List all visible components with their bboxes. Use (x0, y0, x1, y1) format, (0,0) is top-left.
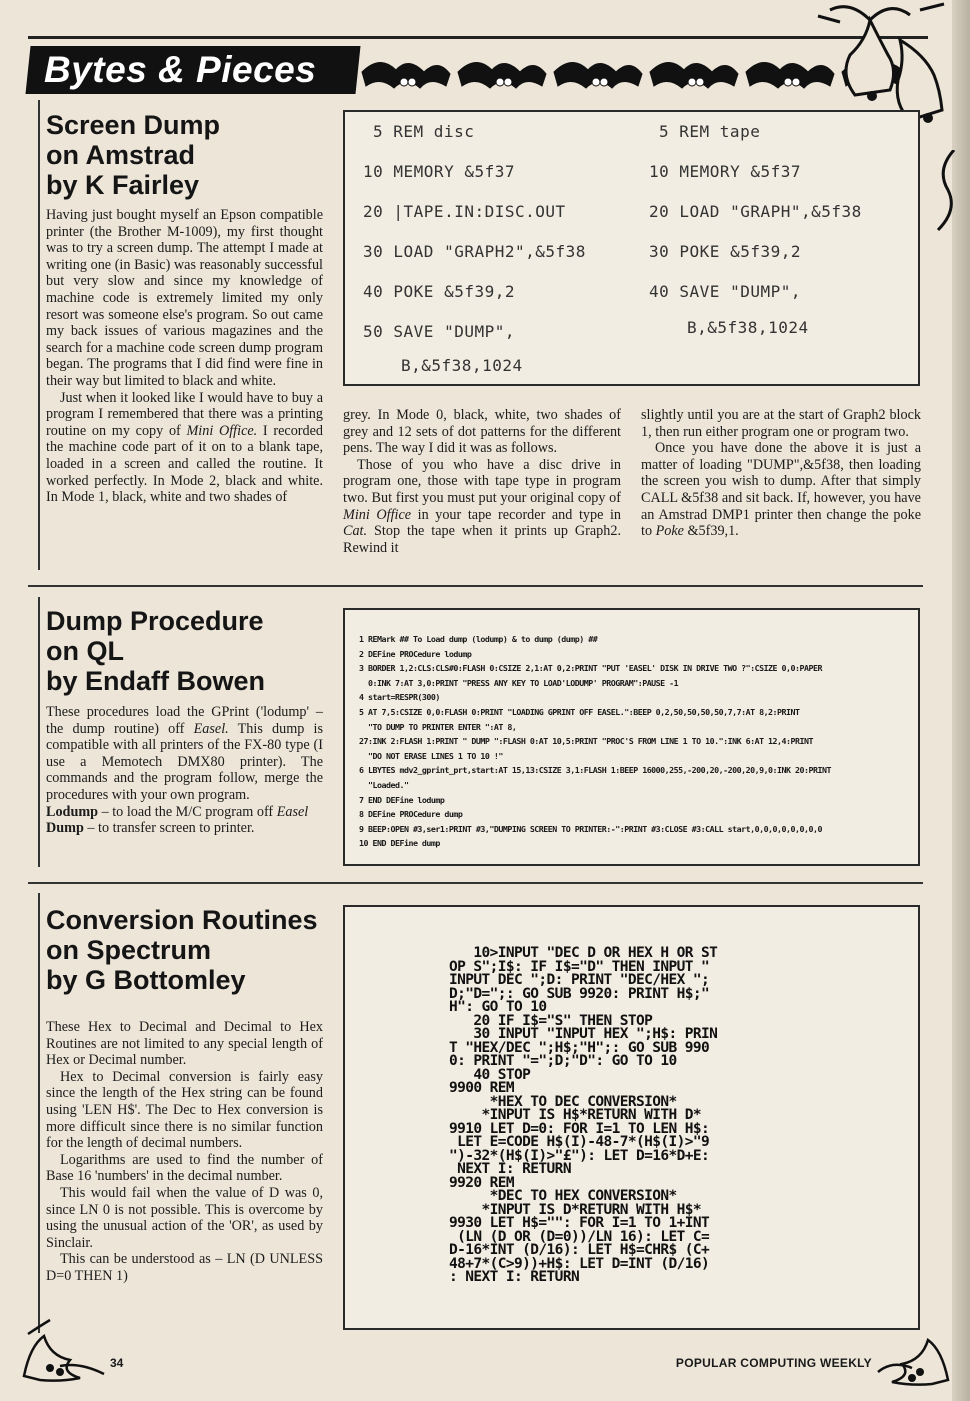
disc-line-30: 30 LOAD "GRAPH2",&5f38 (363, 242, 586, 261)
tape-line-20: 20 LOAD "GRAPH",&5f38 (649, 202, 862, 221)
spectrum-listing: 10>INPUT "DEC D OR HEX H OR ST OP S";I$: IF I$="D" THEN INPUT " INPUT DEC ";D: PRINT "DEC/HEX "; D;"D=";: GO SUB 9920: PRINT H$;" H": GO TO 10 20 IF I$="S" THEN STOP 30 INPUT "INPUT HEX ";H$: PRIN T "HEX/DEC ";H$;"H";: GO SUB 990 0: PRINT "=";D;"D": GO TO 10 40 STOP 9900 REM *HEX TO DEC CONVERSION* *INPUT IS H$*RETURN WITH D* 9910 LET D=0: FOR I=1 TO LEN H$: LET E=CODE H$(I)-48-7*(H$(I)>"9 ")-32*(H$(I)>"£"): LET D=16*D+E: NEXT I: RETURN 9920 REM *DEC TO HEX CONVERSION* *INPUT IS D*RETURN WITH H$* 9930 LET H$="": FOR I=1 TO 1+INT (LN (D OR (D=0))/LN 16): LET C= D-16*INT (D/16): LET H$=CHR$ (C+ 48+7*(C>9))+H$: LET D=INT (D/16) : NEXT I: RETURN (449, 945, 718, 1285)
page-number: 34 (110, 1356, 124, 1370)
article1-col3-para1: slightly until you are at the start of Graph2 block 1, then run either program one or program two. (641, 407, 921, 440)
top-rule (28, 36, 928, 39)
tape-line-10: 10 MEMORY &5f37 (649, 162, 801, 181)
disc-line-50-cont: B,&5f38,1024 (401, 356, 523, 375)
article2-heading: Dump Procedure on QL by Endaff Bowen (46, 606, 266, 696)
disc-line-10: 10 MEMORY &5f37 (363, 162, 515, 181)
tape-line-40-cont: B,&5f38,1024 (687, 318, 809, 337)
article2-left-rule (38, 597, 40, 867)
article2-para1: These procedures load the GPrint ('lodump' – the dump routine) off Easel. This dump is compatible with all printers of the FX-80 type (I use a Memotech DMX80 printer). The commands and the program follow, merge the procedures with your own program. (46, 704, 323, 803)
article1-col2-para2: Those of you who have a disc drive in program one, those with tape type in program two. But first you must put your original copy of Mini Office in your tape recorder and type in Cat. Stop the tape when it prints up Graph2. Rewind it (343, 456, 621, 556)
disc-line-40: 40 POKE &5f39,2 (363, 282, 515, 301)
article2-dump: Dump – to transfer screen to printer. (46, 820, 255, 837)
article3-heading: Conversion Routines on Spectrum by G Bottomley (46, 905, 318, 995)
article2-lodump: Lodump – to load the M/C program off Easel (46, 803, 309, 820)
divider-1 (28, 585, 923, 587)
article1-heading: Screen Dump on Amstrad by K Fairley (46, 110, 221, 200)
amstrad-listing-box (343, 110, 920, 386)
disc-line-50: 50 SAVE "DUMP", (363, 322, 515, 341)
article1-col2 (343, 407, 621, 556)
tape-line-30: 30 POKE &5f39,2 (649, 242, 801, 261)
article2-body (46, 704, 323, 837)
article3-para5: This can be understood as – LN (D UNLESS D=0 THEN 1) (46, 1251, 323, 1284)
tape-line-40: 40 SAVE "DUMP", (649, 282, 801, 301)
masthead-title: Bytes & Pieces (44, 49, 317, 90)
divider-2 (28, 882, 923, 884)
article1-col1-para2: Just when it looked like I would have to buy a program I remembered that there was a printing routine on my copy of Mini Office. I recorded the machine code part of it on to a blank tape, loaded in a screen and called the routine. It worked perfectly. In Mode 2, black and white. In Mode 1, black, white and two shades of (46, 389, 323, 506)
disc-line-20: 20 |TAPE.IN:DISC.OUT (363, 202, 566, 221)
ql-listing-box (343, 608, 920, 866)
disc-line-5: 5 REM disc (373, 122, 475, 141)
article1-col1 (46, 207, 323, 506)
article1-col3 (641, 407, 921, 540)
holly-corner-right-icon (872, 1320, 952, 1390)
side-ribbon-icon (928, 150, 958, 270)
article3-para2: Hex to Decimal conversion is fairly easy since the length of the Hex string can be found using 'LEN H$'. The Dec to Hex conversion is more difficult since there is no similar function for the length of decimal numbers. (46, 1068, 323, 1152)
article3-para1: These Hex to Decimal and Decimal to Hex Routines are not limited to any special length of Hex or Decimal number. (46, 1019, 323, 1069)
ql-listing: 1 REMark ## To Load dump (lodump) & to dump (dump) ## 2 DEFine PROCedure lodump 3 BORDER 1,2:CLS:CLS#0:FLASH 0:CSIZE 2,1:AT 0,2:PRINT "PUT 'EASEL' DISK IN DRIVE TWO ?":CSIZE 0,0:PAPER 0:INK 7:AT 3,0:PRINT "PRESS ANY KEY TO LOAD'LODUMP' PROGRAM":PAUSE -1 4 start=RESPR(300) 5 AT 7,5:CSIZE 0,0:FLASH 0:PRINT "LOADING GPRINT OFF EASEL.":BEEP 0,2,50,50,50,50,7,7:AT 8,2:PRINT "TO DUMP TO PRINTER ENTER ":AT 8, 27:INK 2:FLASH 1:PRINT " DUMP ":FLASH 0:AT 10,5:PRINT "PROC'S FROM LINE 1 TO 10.":INK 6:AT 12,4:PRINT "DO NOT ERASE LINES 1 TO 10 !" 6 LBYTES mdv2_gprint_prt,start:AT 15,13:CSIZE 3,1:FLASH 1:BEEP 16000,255,-200,20,-200,20,9,0:INK 20:PRINT "Loaded." 7 END DEFine lodump 8 DEFine PROCedure dump 9 BEEP:OPEN #3,ser1:PRINT #3,"DUMPING SCREEN TO PRINTER:-":PRINT #3:CLOSE #3:CALL start,0,0,0,0,0,0,0,0 10 END DEFine dump (359, 634, 831, 849)
article3-para3: Logarithms are used to find the number of Base 16 'numbers' in the decimal number. (46, 1151, 323, 1185)
tape-line-5: 5 REM tape (659, 122, 761, 141)
article1-col3-para2: Once you have done the above it is just a matter of loading "DUMP",&5f38, then loading the screen you wish to dump. After that simply CALL &5f38 and sit back. If, however, you have an Amstrad DMP1 printer then change the poke to Poke &5f39,1. (641, 440, 921, 540)
article1-left-rule (38, 100, 40, 570)
article3-body (46, 1019, 323, 1285)
article1-col1-para1: Having just bought myself an Epson compatible printer (the Brother M-1009), my first thought was to try a screen dump. The attempt I made at writing one (in Basic) was reasonably successful but very slow and since my knowledge of machine code is extremely limited my only resort was someone else's program. So out came my back issues of various magazines and the search for a machine code screen dump program began. The programs that I did find were fine in their way but limited to black and white. (46, 207, 323, 389)
footer-magazine-title: POPULAR COMPUTING WEEKLY (675, 1356, 872, 1370)
masthead (25, 46, 360, 94)
spectrum-listing-box (343, 905, 920, 1330)
article1-col2-para1: grey. In Mode 0, black, white, two shades of grey and 12 sets of dot patterns for the different pens. The way I did it was as follows. (343, 407, 621, 457)
holly-corner-left-icon (20, 1316, 110, 1386)
article3-para4: This would fail when the value of D was 0, since LN 0 is not possible. This is overcome by using the unusual action of the 'OR', as used by Sinclair. (46, 1184, 323, 1251)
article3-left-rule (38, 893, 40, 1333)
